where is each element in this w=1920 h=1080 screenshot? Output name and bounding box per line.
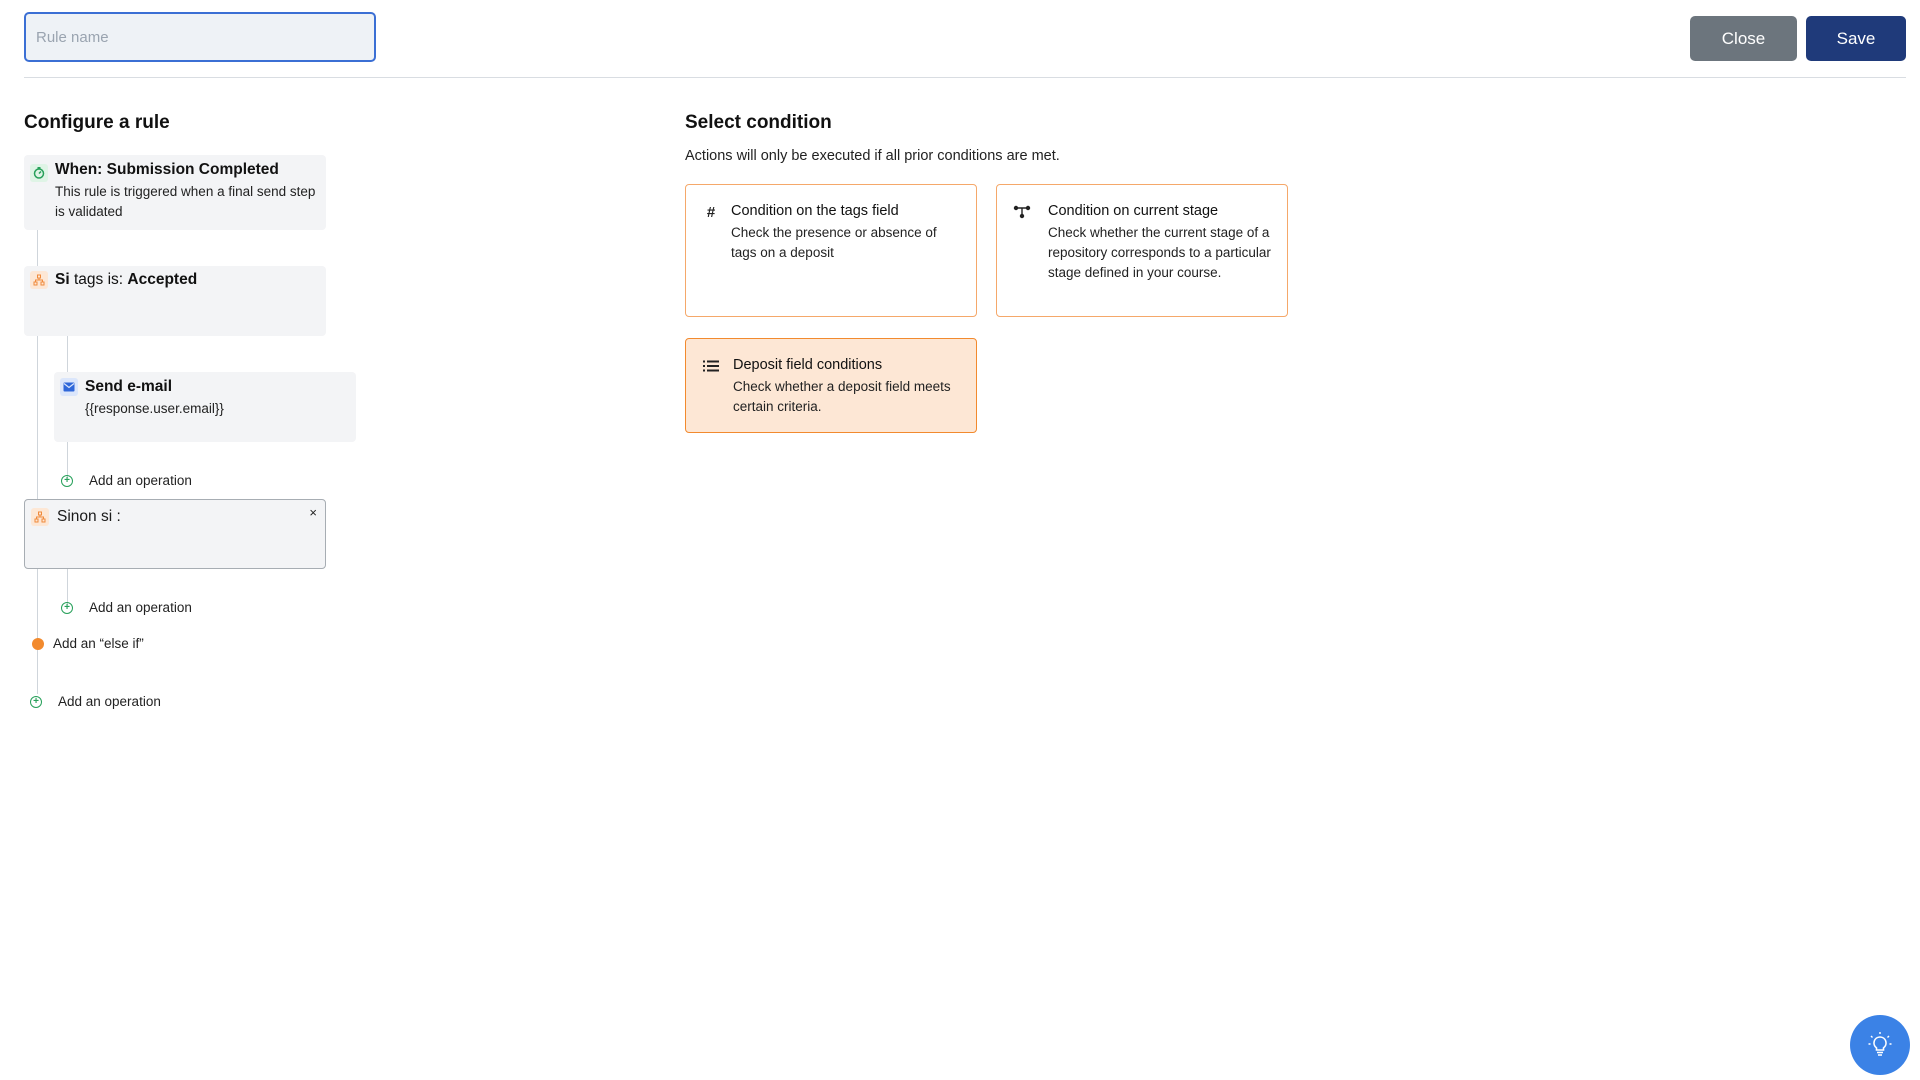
condition-description: Check whether the current stage of a repository corresponds to a particular stage defined in your course. [1048,225,1271,280]
stage-icon [1013,203,1031,221]
connector-line [37,230,38,266]
orange-dot-icon [32,638,44,650]
condition-title: Condition on the tags field [731,203,899,219]
condition-tags-card[interactable] [685,184,977,317]
connector-line [37,569,38,694]
list-icon [702,357,720,375]
add-operation-label: Add an operation [58,694,161,709]
send-email-title: Send e-mail [85,378,172,395]
mail-icon [60,378,78,396]
trigger-description: This rule is triggered when a final send step is validated [55,184,316,219]
if-label: tags is: [73,271,124,288]
plus-circle-icon: + [61,602,73,614]
select-condition-title: Select condition [685,112,832,133]
else-if-card[interactable] [24,499,326,569]
hash-icon: # [706,203,716,221]
send-email-recipient: {{response.user.email}} [85,401,224,416]
timer-icon [30,164,48,182]
configure-rule-title: Configure a rule [24,112,170,133]
condition-description: Check whether a deposit field meets certain criteria. [733,379,951,414]
condition-stage-card[interactable] [996,184,1288,317]
add-operation-label: Add an operation [89,473,192,488]
add-operation-button[interactable] [61,473,192,488]
condition-deposit-card[interactable] [685,338,977,433]
connector-line [37,336,38,499]
branch-icon [30,271,48,289]
save-button[interactable]: Save [1806,16,1906,61]
if-value: Accepted [127,271,198,288]
help-button[interactable] [1850,1015,1910,1075]
add-operation-button[interactable] [30,694,161,709]
close-button[interactable]: Close [1690,16,1797,61]
condition-title: Deposit field conditions [733,357,883,373]
if-prefix: Si [55,271,70,288]
lightbulb-icon [1865,1030,1895,1060]
branch-icon [31,508,49,526]
if-condition-text [55,271,197,289]
plus-circle-icon: + [61,475,73,487]
connector-line [67,336,68,372]
trigger-card[interactable] [24,155,326,230]
else-if-title: Sinon si : [57,508,121,525]
trigger-title: When: Submission Completed [55,161,279,178]
condition-description: Check the presence or absence of tags on a deposit [731,225,937,260]
header-divider [24,77,1906,78]
select-condition-subtitle: Actions will only be executed if all prior conditions are met. [685,148,1060,164]
add-operation-label: Add an operation [89,600,192,615]
add-operation-button[interactable] [61,600,192,615]
close-icon[interactable]: × [309,505,317,520]
if-condition-card[interactable] [24,266,326,336]
condition-title: Condition on current stage [1048,203,1219,219]
plus-circle-icon: + [30,696,42,708]
add-else-if-label: Add an “else if” [53,636,144,651]
add-else-if-button[interactable] [32,636,144,651]
send-email-card[interactable] [54,372,356,442]
rule-name-input[interactable] [24,12,376,62]
